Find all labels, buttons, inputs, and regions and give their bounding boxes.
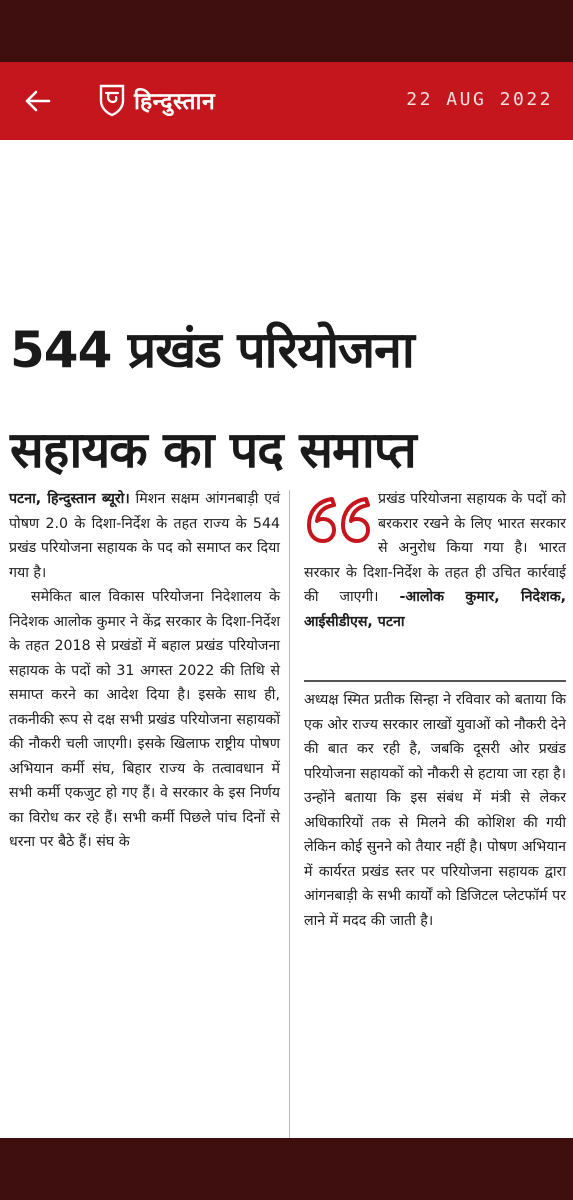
quote-mark-icon	[304, 495, 372, 545]
column-divider	[289, 490, 290, 1138]
quote-text: प्रखंड परियोजना सहायक के पदों को बरकरार रखने के लिए भारत सरकार से अनुरोध किया गया है। भारत सरकार के दिशा-निर्देश के तहत ही उचित कार्रवाई की जाएगी। -आलोक कुमार, निदेशक, आईसीडीएस, पटना	[304, 491, 566, 630]
left-column	[9, 487, 280, 855]
paragraph-2: समेकित बाल विकास परियोजना निदेशालय के निदेशक आलोक कुमार ने केंद्र सरकार के दिशा-निर्देश के तहत 2018 से प्रखंडों में बहाल प्रखंड परियोजना सहायक के पदों को 31 अगस्त 2022 की तिथि से समाप्त करने का आदेश दिया है। इसके साथ ही, तकनीकी रूप से दक्ष सभी प्रखंड परियोजना सहायकों की नौकरी चली जाएगी। इसके खिलाफ राष्ट्रीय पोषण अभियान कर्मी संघ, बिहार राज्य के तत्वावधान में सभी कर्मी एकजुट हो गए हैं। वे सरकार के इस निर्णय का विरोध कर रहे हैं। सभी कर्मी पिछले पांच दिनों से धरना पर बैठे हैं। संघ के	[9, 589, 280, 850]
status-bar	[0, 0, 573, 62]
hindustan-shield-icon	[98, 83, 126, 117]
headline-line-1: 544 प्रखंड परियोजना	[10, 321, 414, 379]
edition-date: 22 AUG 2022	[406, 89, 553, 110]
back-button[interactable]	[20, 84, 54, 118]
quote-divider	[304, 680, 566, 682]
paragraph-1	[9, 487, 280, 585]
quote-attribution: -आलोक कुमार, निदेशक, आईसीडीएस, पटना	[304, 589, 566, 630]
pull-quote	[304, 487, 566, 667]
headline	[10, 300, 565, 500]
headline-line-2: सहायक का पद समाप्त	[10, 421, 416, 479]
dateline: पटना, हिन्दुस्तान ब्यूरो।	[9, 491, 130, 507]
paragraph-3: अध्यक्ष स्मित प्रतीक सिन्हा ने रविवार को बताया कि एक ओर राज्य सरकार लाखों युवाओं को नौकरी देने की बात कर रही है, जबकि दूसरी ओर प्रखंड परियोजना सहायकों को नौकरी से हटाया जा रहा है। उन्होंने बताया कि इस संबंध में मंत्री से लेकर अधिकारियों तक से मिलने की कोशिश की गयी लेकिन कोई सुनने को तैयार नहीं है। पोषण अभियान में कार्यरत प्रखंड स्तर पर परियोजना सहायक द्वारा आंगनबाड़ी के सभी कार्यों को डिजिटल प्लेटफॉर्म पर लाने में मदद की जाती है।	[304, 692, 566, 929]
app-bar	[0, 62, 573, 140]
brand-logo[interactable]	[98, 80, 215, 120]
arrow-left-icon	[23, 89, 51, 113]
logo-text: हिन्दुस्तान	[134, 89, 216, 115]
right-column	[304, 688, 566, 933]
navigation-bar	[0, 1138, 573, 1200]
article-clipping	[0, 140, 573, 1138]
paragraph-1-text: मिशन सक्षम आंगनबाड़ी एवं पोषण 2.0 के दिशा-निर्देश के तहत राज्य के 544 प्रखंड परियोजना सहायक के पद को समाप्त कर दिया गया है।	[9, 491, 281, 581]
